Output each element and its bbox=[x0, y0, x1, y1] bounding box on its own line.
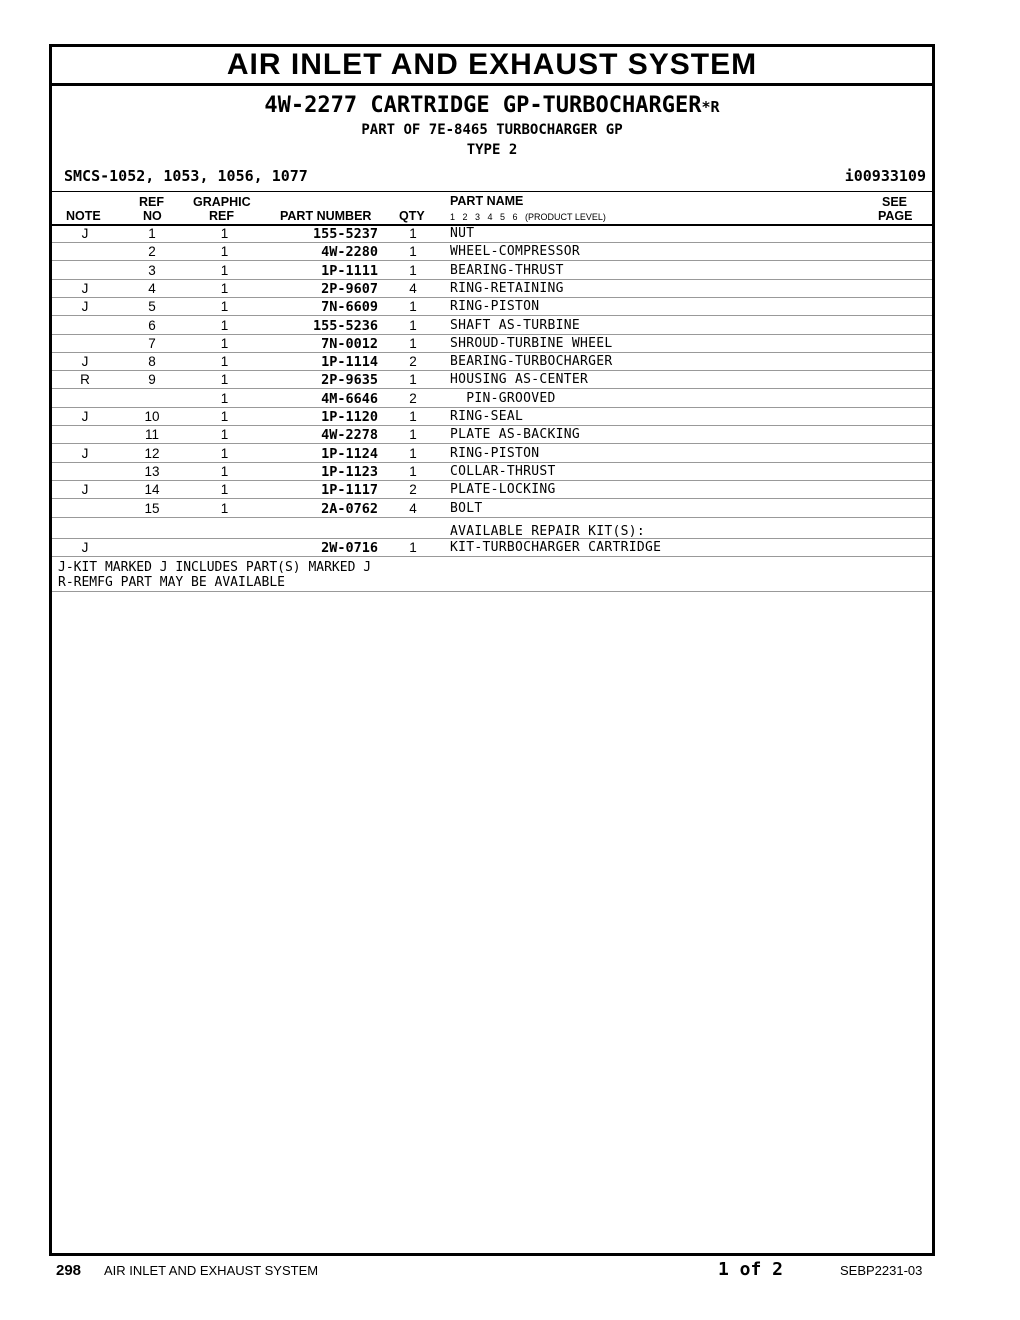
row-qty: 1 bbox=[409, 226, 417, 241]
row-ref-no: 4 bbox=[148, 280, 156, 296]
header-qty: QTY bbox=[399, 209, 425, 223]
header-note: NOTE bbox=[66, 209, 101, 223]
row-note: J bbox=[81, 280, 89, 296]
row-graphic-ref: 1 bbox=[220, 372, 229, 388]
row-graphic-ref: 1 bbox=[220, 445, 229, 461]
table-row bbox=[52, 280, 932, 298]
type-line: TYPE 2 bbox=[466, 142, 518, 158]
row-part-number: 1P-1123 bbox=[321, 463, 378, 480]
row-qty: 1 bbox=[409, 317, 417, 333]
row-graphic-ref: 1 bbox=[220, 390, 229, 406]
row-graphic-ref: 1 bbox=[220, 409, 229, 424]
row-part-name: RING-RETAINING bbox=[450, 280, 564, 296]
row-graphic-ref: 1 bbox=[220, 226, 229, 241]
row-ref-no: 3 bbox=[148, 262, 156, 278]
row-graphic-ref: 1 bbox=[220, 463, 229, 479]
table-row bbox=[52, 445, 932, 463]
kit-qty: 1 bbox=[409, 540, 417, 555]
row-note: J bbox=[81, 409, 89, 424]
kit-note: J bbox=[81, 540, 89, 555]
row-part-name: COLLAR-THRUST bbox=[450, 463, 556, 479]
row-part-name: RING-SEAL bbox=[450, 409, 524, 424]
table-row bbox=[52, 371, 932, 389]
footer-section: AIR INLET AND EXHAUST SYSTEM bbox=[104, 1263, 319, 1278]
table-row bbox=[52, 335, 932, 353]
row-part-number: 155-5236 bbox=[312, 317, 378, 334]
row-graphic-ref: 1 bbox=[220, 244, 229, 260]
row-part-name: BEARING-TURBOCHARGER bbox=[450, 354, 613, 370]
table-row bbox=[52, 225, 932, 243]
kit-part-name: KIT-TURBOCHARGER CARTRIDGE bbox=[450, 540, 662, 555]
group-suffix: *R bbox=[701, 98, 720, 116]
row-qty: 1 bbox=[409, 409, 417, 424]
row-graphic-ref: 1 bbox=[220, 427, 229, 443]
row-part-number: 1P-1114 bbox=[321, 354, 378, 371]
illustration-id: i00933109 bbox=[844, 167, 926, 185]
row-qty: 4 bbox=[409, 280, 417, 296]
row-qty: 2 bbox=[409, 354, 417, 370]
row-part-number: 1P-1117 bbox=[321, 482, 378, 499]
notes-block bbox=[52, 557, 932, 592]
row-ref-no: 15 bbox=[144, 500, 160, 516]
note-r: R-REMFG PART MAY BE AVAILABLE bbox=[58, 575, 285, 590]
row-graphic-ref: 1 bbox=[220, 354, 229, 370]
header-ref-top: REF bbox=[139, 195, 164, 209]
group-name: CARTRIDGE GP-TURBOCHARGER bbox=[370, 93, 702, 118]
row-graphic-ref: 1 bbox=[220, 500, 229, 516]
group-title bbox=[52, 93, 932, 118]
row-ref-no: 1 bbox=[148, 226, 156, 241]
row-note: J bbox=[81, 445, 89, 461]
table-row bbox=[52, 390, 932, 408]
row-note: J bbox=[81, 226, 89, 241]
header-part-name: PART NAME bbox=[450, 194, 524, 208]
row-part-number: 7N-0012 bbox=[321, 335, 378, 352]
table-row bbox=[52, 408, 932, 426]
row-part-name: RING-PISTON bbox=[450, 299, 540, 315]
page-of: 1 of 2 bbox=[718, 1259, 784, 1280]
row-graphic-ref: 1 bbox=[220, 262, 229, 278]
group-part-number: 4W-2277 bbox=[264, 93, 358, 118]
note-j: J-KIT MARKED J INCLUDES PART(S) MARKED J bbox=[58, 560, 372, 575]
header-product-levels: 1 2 3 4 5 6 (PRODUCT LEVEL) bbox=[450, 212, 606, 222]
row-qty: 1 bbox=[409, 372, 417, 388]
row-part-name: HOUSING AS-CENTER bbox=[450, 372, 589, 388]
page-title: AIR INLET AND EXHAUST SYSTEM bbox=[52, 47, 932, 86]
row-part-number: 2A-0762 bbox=[321, 500, 378, 517]
smcs-codes: SMCS-1052, 1053, 1056, 1077 bbox=[64, 167, 308, 185]
row-note: J bbox=[81, 482, 89, 498]
row-ref-no: 10 bbox=[144, 409, 160, 424]
row-part-number: 2P-9635 bbox=[321, 372, 378, 389]
table-row bbox=[52, 426, 932, 444]
kit-row bbox=[52, 539, 932, 557]
table-row bbox=[52, 481, 932, 499]
table-row bbox=[52, 298, 932, 316]
header-part-number: PART NUMBER bbox=[280, 209, 372, 223]
kit-part-number: 2W-0716 bbox=[321, 540, 378, 556]
row-part-number: 1P-1124 bbox=[321, 445, 378, 462]
row-part-name: SHROUD-TURBINE WHEEL bbox=[450, 335, 613, 351]
row-part-name: SHAFT AS-TURBINE bbox=[450, 317, 581, 333]
row-graphic-ref: 1 bbox=[220, 317, 229, 333]
row-part-number: 7N-6609 bbox=[321, 299, 378, 316]
header-see-bottom: PAGE bbox=[878, 209, 913, 223]
header-ref-bottom: NO bbox=[143, 209, 162, 223]
row-graphic-ref: 1 bbox=[220, 482, 229, 498]
row-ref-no: 9 bbox=[148, 372, 156, 388]
row-part-number: 4M-6646 bbox=[321, 390, 378, 407]
part-of-line: PART OF 7E-8465 TURBOCHARGER GP bbox=[361, 122, 623, 138]
table-row bbox=[52, 463, 932, 481]
document-number: SEBP2231-03 bbox=[840, 1263, 923, 1278]
row-part-name: PLATE-LOCKING bbox=[450, 482, 556, 498]
row-part-name: BOLT bbox=[450, 500, 483, 516]
row-graphic-ref: 1 bbox=[220, 280, 229, 296]
row-qty: 1 bbox=[409, 244, 417, 260]
row-part-name: WHEEL-COMPRESSOR bbox=[450, 244, 581, 260]
row-note: J bbox=[81, 354, 89, 370]
page-frame bbox=[49, 44, 935, 1256]
row-qty: 2 bbox=[409, 482, 417, 498]
row-qty: 1 bbox=[409, 445, 417, 461]
row-ref-no: 11 bbox=[144, 427, 159, 443]
row-ref-no: 7 bbox=[148, 335, 156, 351]
table-row bbox=[52, 317, 932, 335]
row-part-number: 4W-2278 bbox=[321, 427, 378, 444]
row-part-name: NUT bbox=[450, 226, 475, 241]
repair-kit-heading-row bbox=[52, 519, 932, 539]
row-part-number: 2P-9607 bbox=[321, 280, 378, 297]
row-ref-no: 14 bbox=[144, 482, 160, 498]
row-ref-no: 6 bbox=[148, 317, 156, 333]
row-part-number: 4W-2280 bbox=[321, 244, 378, 261]
row-graphic-ref: 1 bbox=[220, 299, 229, 315]
row-qty: 1 bbox=[409, 427, 417, 443]
table-row bbox=[52, 262, 932, 280]
row-ref-no: 5 bbox=[148, 299, 156, 315]
row-part-name: PLATE AS-BACKING bbox=[450, 427, 581, 443]
header-see-top: SEE bbox=[882, 195, 908, 209]
repair-kit-heading: AVAILABLE REPAIR KIT(S): bbox=[450, 524, 646, 539]
row-part-name: RING-PISTON bbox=[450, 445, 540, 461]
row-graphic-ref: 1 bbox=[220, 335, 229, 351]
row-part-name: PIN-GROOVED bbox=[450, 390, 556, 406]
row-qty: 2 bbox=[409, 390, 417, 406]
row-qty: 1 bbox=[409, 463, 417, 479]
row-part-name: BEARING-THRUST bbox=[450, 262, 564, 278]
page-number: 298 bbox=[56, 1262, 82, 1279]
table-row bbox=[52, 243, 932, 261]
row-ref-no: 12 bbox=[144, 445, 160, 461]
row-qty: 1 bbox=[409, 335, 417, 351]
row-part-number: 1P-1111 bbox=[321, 262, 378, 279]
row-part-number: 1P-1120 bbox=[321, 409, 378, 425]
row-qty: 4 bbox=[409, 500, 417, 516]
row-ref-no: 8 bbox=[148, 354, 156, 370]
header-gref-top: GRAPHIC bbox=[193, 195, 251, 209]
row-qty: 1 bbox=[409, 299, 417, 315]
header-gref-bottom: REF bbox=[209, 209, 234, 223]
row-ref-no: 2 bbox=[148, 244, 156, 260]
row-qty: 1 bbox=[409, 262, 417, 278]
row-ref-no: 13 bbox=[144, 463, 160, 479]
row-part-number: 155-5237 bbox=[312, 226, 378, 242]
table-row bbox=[52, 500, 932, 518]
row-note: J bbox=[81, 299, 89, 315]
table-row bbox=[52, 353, 932, 371]
row-note: R bbox=[80, 372, 90, 388]
table-header bbox=[52, 191, 932, 226]
